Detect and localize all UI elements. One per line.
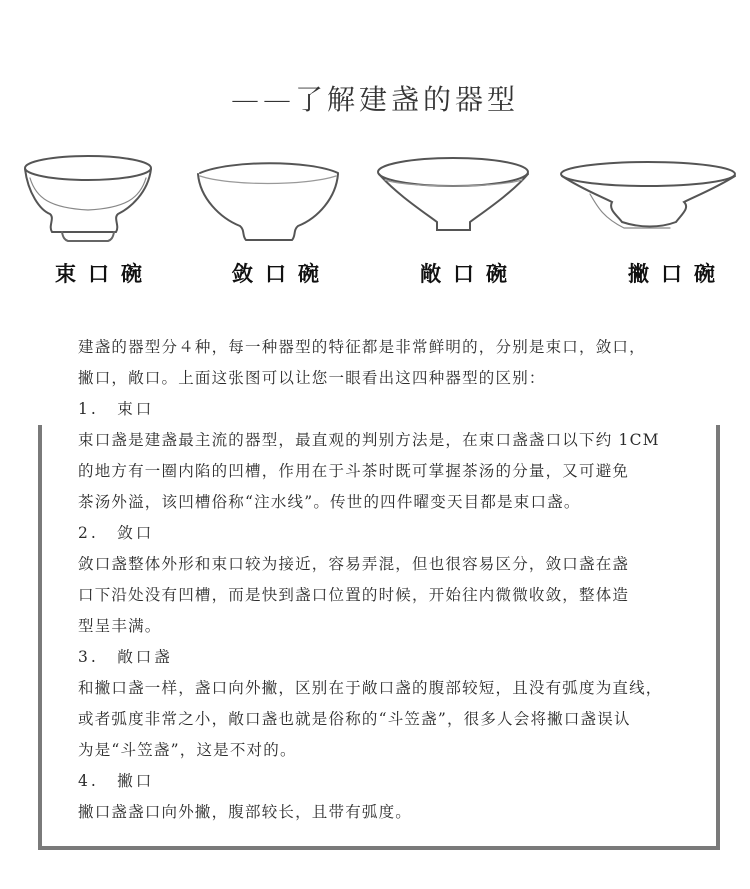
bowl-label-liankou: 敛口碗 [232, 261, 331, 286]
section-line: 敛口盏整体外形和束口较为接近，容易弄混，但也很容易区分，敛口盏在盏 [78, 555, 630, 573]
section-line: 撇口盏盏口向外撇，腹部较长，且带有弧度。 [78, 803, 413, 821]
section-line: 型呈丰满。 [78, 617, 162, 635]
intro-line: 撇口，敞口。上面这张图可以让您一眼看出这四种器型的区别： [78, 369, 546, 387]
section-line: 或者弧度非常之小，敞口盏也就是俗称的“斗笠盏”，很多人会将撇口盏误认 [78, 710, 631, 728]
section-line: 为是“斗笠盏”，这是不对的。 [78, 741, 297, 759]
bowl-label-piekou: 撇口碗 [628, 261, 727, 286]
piekou-bowl-drawing [561, 162, 735, 228]
section-heading-4: 4. 撇口 [78, 772, 155, 790]
section-line: 束口盏是建盏最主流的器型，最直观的判别方法是，在束口盏盏口以下约 1CM [78, 431, 660, 449]
section-line: 的地方有一圈内陷的凹槽，作用在于斗茶时既可掌握茶汤的分量，又可避免 [78, 462, 630, 480]
section-line: 口下沿处没有凹槽，而是快到盏口位置的时候，开始往内微微收敛，整体造 [78, 586, 630, 604]
section-line: 和撇口盏一样，盏口向外撇，区别在于敞口盏的腹部较短，且没有弧度为直线， [78, 679, 663, 697]
bowl-label-changkou: 敞口碗 [420, 261, 519, 286]
bowl-shapes-illustration [0, 148, 750, 258]
changkou-bowl-drawing [378, 158, 528, 230]
section-heading-3: 3. 敞口盏 [78, 648, 173, 666]
shukou-bowl-drawing [25, 156, 151, 241]
intro-paragraph [78, 332, 698, 394]
bowl-label-shukou: 束口碗 [55, 261, 154, 286]
page-title: ——了解建盏的器型 [230, 83, 519, 116]
section-heading-1: 1. 束口 [78, 400, 155, 418]
section-line: 茶汤外溢，该凹槽俗称“注水线”。传世的四件曜变天目都是束口盏。 [78, 493, 581, 511]
section-heading-2: 2. 敛口 [78, 524, 155, 542]
liankou-bowl-drawing [198, 163, 338, 240]
sections-content [78, 394, 698, 828]
intro-line: 建盏的器型分４种，每一种器型的特征都是非常鲜明的，分别是束口，敛口， [78, 338, 646, 356]
